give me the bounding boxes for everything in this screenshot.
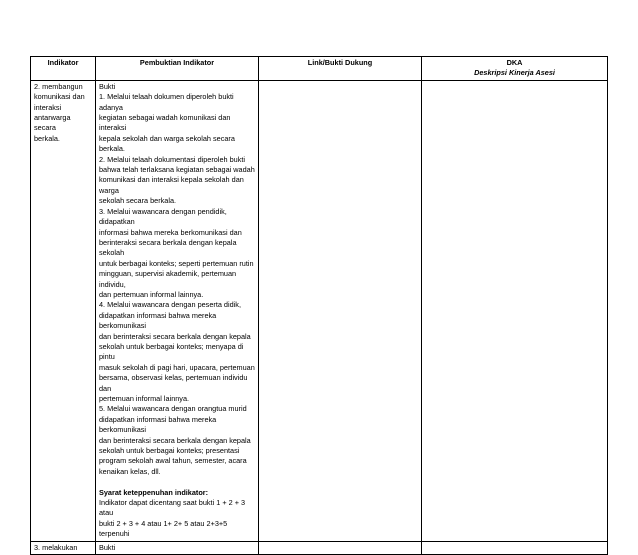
link-cell[interactable]: [259, 80, 422, 541]
pembuktian-line: kegiatan sebagai wadah komunikasi dan interaksi: [99, 113, 231, 133]
pembuktian-line: Bukti: [99, 81, 116, 91]
spacer: [99, 477, 255, 487]
pembuktian-line: bersama, observasi kelas, pertemuan individu dan: [99, 373, 248, 393]
dka-cell[interactable]: [422, 80, 608, 541]
pembuktian-line: dan pertemuan informal lainnya.: [99, 289, 204, 299]
pembuktian-line: didapatkan informasi bahwa mereka berkomunikasi: [99, 414, 217, 435]
indikator-line: antarwarga secara: [34, 113, 71, 133]
pembuktian-line: sekolah untuk berbagai konteks; presentasi: [99, 446, 240, 456]
pembuktian-line: dan berinteraksi secara berkala dengan kepala: [99, 331, 251, 341]
pembuktian-line: kenaikan kelas, dll.: [99, 466, 161, 476]
header-row: [31, 57, 608, 81]
pembuktian-line: pertemuan informal lainnya.: [99, 394, 190, 403]
indikator-cell: [31, 541, 96, 554]
pembuktian-cell: [96, 80, 259, 541]
header-pembuktian: Pembuktian Indikator: [96, 57, 259, 81]
indikator-line: berkala.: [34, 133, 60, 143]
pembuktian-line: sekolah secara berkala.: [99, 196, 177, 206]
pembuktian-line: 3. Melalui wawancara dengan pendidik, didapatkan: [99, 206, 227, 227]
indicator-table: [30, 56, 608, 555]
pembuktian-line: 5. Melalui wawancara dengan orangtua murid: [99, 404, 247, 414]
pembuktian-line: 1. Melalui telaah dokumen diperoleh bukti adanya: [99, 92, 234, 112]
pembuktian-cell: [96, 541, 259, 554]
link-cell[interactable]: [259, 541, 422, 554]
dka-cell[interactable]: [422, 541, 608, 554]
table-row: [31, 80, 608, 541]
pembuktian-line: komunikasi dan interaksi kepala sekolah dan warga: [99, 175, 244, 195]
pembuktian-line: bahwa telah terlaksana kegiatan sebagai wadah: [99, 165, 255, 175]
table-row: [31, 541, 608, 554]
header-dka-title: DKA: [506, 58, 523, 67]
header-dka: [422, 57, 608, 81]
pembuktian-line: mingguan, supervisi akademik, pertemuan individu,: [99, 269, 237, 289]
syarat-title: Syarat ketерpenuhan indikator:: [99, 487, 209, 497]
pembuktian-line: berinteraksi secara berkala dengan kepala sekolah: [99, 237, 237, 258]
header-indikator: Indikator: [31, 57, 96, 81]
pembuktian-line: 2. Melalui telaah dokumentasi diperoleh bukti: [99, 154, 246, 164]
header-link: Link/Bukti Dukung: [259, 57, 422, 81]
pembuktian-line: masuk sekolah di pagi hari, upacara, pertemuan: [99, 362, 255, 372]
indikator-line: 3. melakukan: [34, 542, 78, 552]
indikator-cell: [31, 80, 96, 541]
header-dka-subtitle: Deskripsi Kinerja Asesi: [474, 68, 555, 78]
pembuktian-line: informasi bahwa mereka berkomunikasi dan: [99, 227, 242, 237]
pembuktian-line: untuk berbagai konteks; seperti pertemuan rutin: [99, 258, 254, 268]
indikator-line: interaksi: [34, 102, 62, 112]
indikator-line: 2. membangun: [34, 81, 83, 91]
pembuktian-line: kepala sekolah dan warga sekolah secara berkala.: [99, 133, 235, 154]
pembuktian-line: didapatkan informasi bahwa mereka berkomunikasi: [99, 310, 217, 331]
syarat-line: bukti 2 + 3 + 4 atau 1+ 2+ 5 atau 2+3+5 terpenuhi: [99, 518, 228, 539]
pembuktian-line: Bukti: [99, 542, 116, 552]
pembuktian-line: 4. Melalui wawancara dengan peserta didik,: [99, 300, 241, 310]
syarat-line: Indikator dapat dicentang saat bukti 1 + 2 + 3 atau: [99, 498, 246, 518]
pembuktian-line: sekolah untuk berbagai konteks; menyapa di pintu: [99, 341, 244, 362]
pembuktian-line: program sekolah awal tahun, semester, acara: [99, 456, 247, 466]
pembuktian-line: dan berinteraksi secara berkala dengan kepala: [99, 435, 251, 445]
indikator-line: komunikasi dan: [34, 92, 85, 102]
